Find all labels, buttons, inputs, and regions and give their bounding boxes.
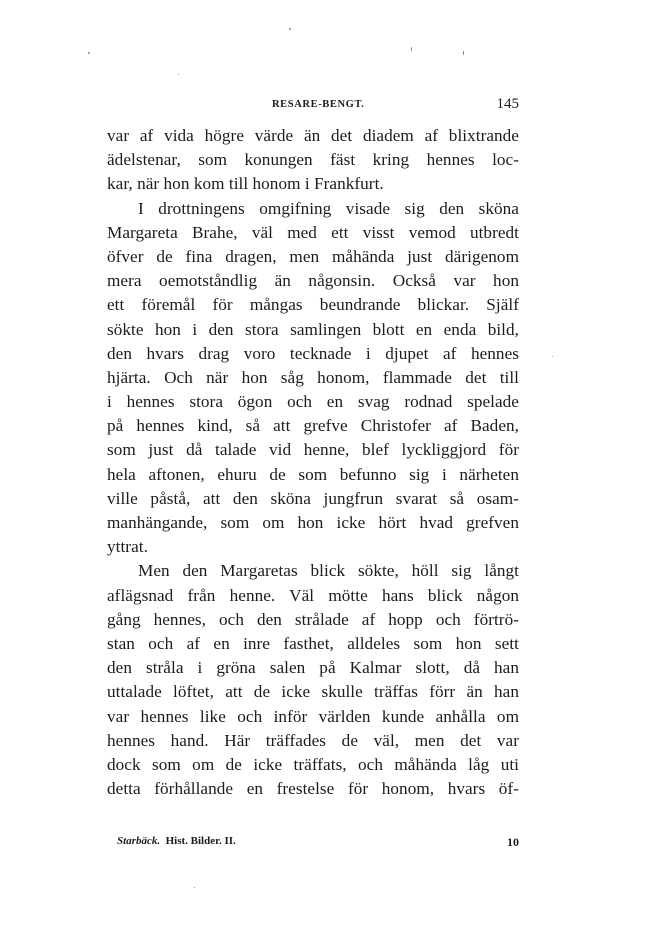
text-line: den hvars drag voro tecknade i djupet af hennes <box>107 343 519 363</box>
text-line: hennes hand. Här träffades de väl, men det var <box>107 730 519 750</box>
text-line: kar, när hon kom till honom i Frankfurt. <box>107 174 384 194</box>
running-title: RESARE-BENGT. <box>272 99 365 110</box>
page-header <box>107 96 519 119</box>
text-line: i hennes stora ögon och en svag rodnad spelade <box>107 392 519 412</box>
text-line: Men den Margaretas blick sökte, höll sig långt <box>138 561 519 581</box>
text-line: dock som om de icke träffats, och måhända låg uti <box>107 754 519 774</box>
signature-mark <box>117 835 236 847</box>
text-line: gång hennes, och den strålade af hopp och förtrö- <box>107 609 519 629</box>
text-line: ville påstå, att den sköna jungfrun svarat så osam- <box>107 488 519 508</box>
text-line: stan och af en inre fasthet, alldeles som hon sett <box>107 633 519 653</box>
scan-speck <box>194 887 195 888</box>
text-line: på hennes kind, så att grefve Christofer af Baden, <box>107 416 519 436</box>
text-line: hjärta. Och när hon såg honom, flammade det till <box>107 367 519 387</box>
text-line: mera oemotståndlig än någonsin. Också var hon <box>107 271 519 291</box>
text-line: den stråla i gröna salen på Kalmar slott, då han <box>107 658 519 678</box>
signature-work: Hist. Bilder. II. <box>165 835 236 847</box>
text-line: Margareta Brahe, väl med ett visst vemod utbredt <box>107 222 519 242</box>
scan-speck <box>463 51 464 55</box>
page-footer <box>117 835 519 855</box>
text-line: ett föremål för mångas beundrande blickar. Själf <box>107 295 519 315</box>
text-line: var af vida högre värde än det diadem af blixtrande <box>107 126 519 145</box>
text-line: var hennes like och inför världen kunde anhålla om <box>107 706 519 726</box>
text-line: aflägsnad från henne. Väl mötte hans blick någon <box>107 585 519 605</box>
body-text <box>107 124 519 801</box>
text-line: hela aftonen, ehuru de som befunno sig i närheten <box>107 464 519 484</box>
scan-speck <box>411 47 412 51</box>
scan-speck <box>289 28 291 30</box>
text-line: manhängande, som om hon icke hört hvad grefven <box>107 513 519 532</box>
text-line: yttrat. <box>107 537 148 557</box>
text-line: detta förhållande en frestelse för honom, hvars öf- <box>107 779 519 799</box>
text-line: öfver de fina dragen, men måhända just därigenom <box>107 246 519 266</box>
page-number: 145 <box>496 96 519 112</box>
text-line: ädelstenar, som konungen fäst kring hennes loc- <box>107 150 519 170</box>
scan-speck <box>178 74 179 75</box>
text-line: uttalade löftet, att de icke skulle träffas förr än han <box>107 682 519 702</box>
scan-speck <box>88 52 90 54</box>
text-line: sökte hon i den stora samlingen blott en enda bild, <box>107 319 519 339</box>
text-line: som just då talade vid henne, blef lyckliggjord för <box>107 440 519 460</box>
text-line: I drottningens omgifning visade sig den sköna <box>138 198 519 218</box>
signature-author: Starbäck. <box>117 835 161 847</box>
scan-speck <box>552 356 553 357</box>
sheet-number: 10 <box>507 835 519 849</box>
